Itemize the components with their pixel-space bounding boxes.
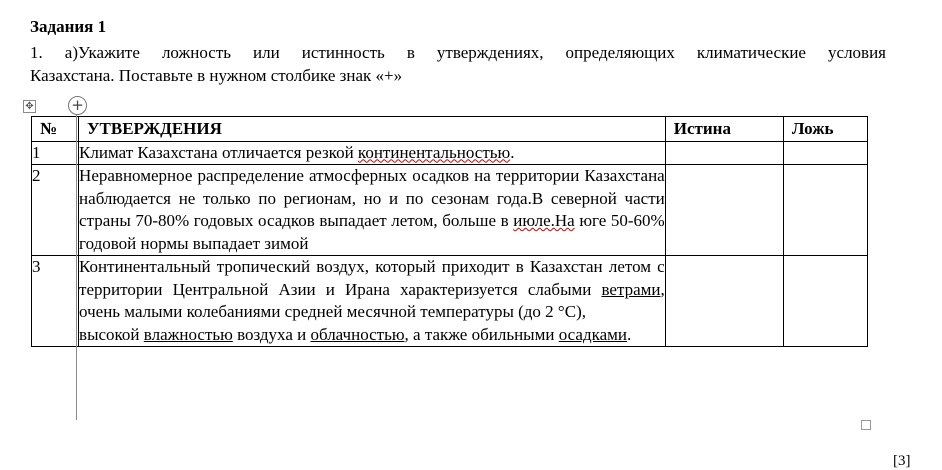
row-number: 3 <box>32 256 79 347</box>
false-cell[interactable] <box>783 165 867 256</box>
table-header-row <box>32 117 868 142</box>
underlined-word: облачностью <box>310 324 405 344</box>
insert-column-guide-line <box>76 113 77 420</box>
statement-part: воздуха и <box>232 324 311 344</box>
spellcheck-word[interactable]: июле.На <box>513 211 575 230</box>
task-instruction-line2: Казахстана. Поставьте в нужном столбике знак «+» <box>30 66 403 85</box>
statement-part: . <box>510 142 515 162</box>
underlined-word: влажностью <box>143 324 233 344</box>
false-cell[interactable] <box>783 256 867 347</box>
statement-part: юге 50-60% годовой нормы выпадает зимой <box>79 211 665 253</box>
true-cell[interactable] <box>665 256 783 347</box>
table-row <box>32 256 868 347</box>
statement-part: Неравномерное распределение атмосферных осадков на территории Казахстана наблюдается не только по регионам, но и по сезонам года.В северной части страны 70-80% годовых осадков выпадает летом, больше в <box>79 166 665 230</box>
false-cell[interactable] <box>783 141 867 165</box>
true-cell[interactable] <box>665 141 783 165</box>
task-instruction-line1: 1. а)Укажите ложность или истинность в утверждениях, определяющих климатические условия <box>30 43 886 62</box>
statement-text <box>79 165 666 256</box>
underlined-word: осадками <box>558 324 627 344</box>
statements-table <box>31 116 868 347</box>
header-number: № <box>32 117 79 142</box>
task-instruction <box>30 41 886 87</box>
table-resize-handle[interactable] <box>861 420 871 430</box>
statement-text <box>79 256 666 347</box>
header-true: Истина <box>665 117 783 142</box>
page-number: [3] <box>893 453 911 469</box>
statement-part: , очень малыми колебаниями средней месячной температуры (до 2 °С), <box>79 279 665 321</box>
table-row <box>32 165 868 256</box>
true-cell[interactable] <box>665 165 783 256</box>
table-row <box>32 141 868 165</box>
statement-part: , а также обильными <box>404 324 559 344</box>
header-statements: УТВЕРЖДЕНИЯ <box>79 117 666 142</box>
statement-part: Континентальный тропический воздух, который приходит в Казахстан летом с территории Центральной Азии и Ирана характеризуется слабыми <box>79 257 665 299</box>
statement-part: . <box>627 324 632 344</box>
row-number: 1 <box>32 141 79 165</box>
header-false: Ложь <box>783 117 867 142</box>
table-move-icon[interactable]: ✥ <box>23 100 36 113</box>
statement-text <box>79 141 666 165</box>
statement-part: высокой <box>79 324 144 344</box>
row-number: 2 <box>32 165 79 256</box>
underlined-word: ветрами <box>601 279 661 299</box>
spellcheck-word[interactable]: континентальностью <box>357 142 511 162</box>
task-heading: Задания 1 <box>30 17 107 36</box>
add-column-plus-icon[interactable]: + <box>68 96 87 115</box>
statement-part: Климат Казахстана отличается резкой <box>79 142 358 162</box>
